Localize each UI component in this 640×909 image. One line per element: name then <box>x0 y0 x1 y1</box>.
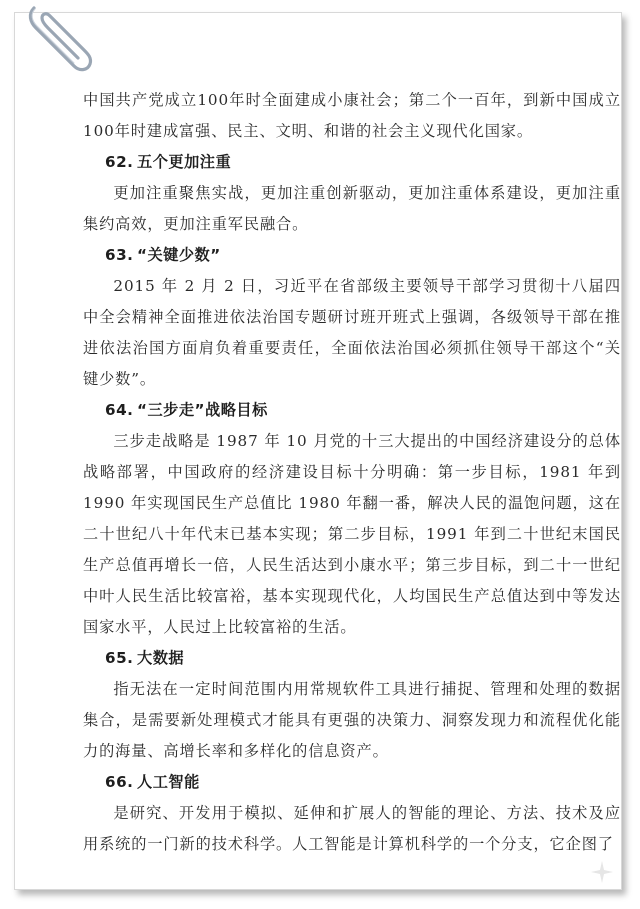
section-title: 大数据 <box>137 649 185 667</box>
body-paragraph: 指无法在一定时间范围内用常规软件工具进行捕捉、管理和处理的数据集合，是需要新处理模式才能具有更强的决策力、洞察发现力和流程优化能力的海量、高增长率和多样化的信息资产。 <box>83 680 621 760</box>
document-page <box>14 12 622 890</box>
section-title: “三步走”战略目标 <box>137 401 268 419</box>
section-title: 五个更加注重 <box>137 153 232 171</box>
section-number: 63. <box>105 246 134 264</box>
section-number: 66. <box>105 773 134 791</box>
section-heading <box>83 147 621 178</box>
paperclip-icon <box>20 0 100 80</box>
section-heading <box>83 643 621 674</box>
document-body <box>83 85 621 860</box>
body-paragraph: 2015 年 2 月 2 日，习近平在省部级主要领导干部学习贯彻十八届四中全会精神全面推进依法治国专题研讨班开班式上强调，各级领导干部在推进依法治国方面肩负着重要责任，全面依法治国必须抓住领导干部这个“关键少数”。 <box>83 277 621 388</box>
body-paragraph: 是研究、开发用于模拟、延伸和扩展人的智能的理论、方法、技术及应用系统的一门新的技术科学。人工智能是计算机科学的一个分支，它企图了 <box>83 804 621 853</box>
section-number: 64. <box>105 401 134 419</box>
section-number: 62. <box>105 153 134 171</box>
sparkle-icon <box>589 859 615 885</box>
section-heading <box>83 395 621 426</box>
body-paragraph: 中国共产党成立100年时全面建成小康社会；第二个一百年，到新中国成立100年时建成富强、民主、文明、和谐的社会主义现代化国家。 <box>83 91 621 140</box>
section-title: 人工智能 <box>137 773 200 791</box>
section-heading <box>83 240 621 271</box>
body-paragraph: 三步走战略是 1987 年 10 月党的十三大提出的中国经济建设分的总体战略部署，中国政府的经济建设目标十分明确：第一步目标，1981 年到 1990 年实现国民生产总值比 1980 年翻一番，解决人民的温饱问题，这在二十世纪八十年代末已基本实现；第二步目标，1991 年到二十世纪末国民生产总值再增长一倍，人民生活达到小康水平；第三步目标，到二十一世纪中叶人民生活比较富裕，基本实现现代化，人均国民生产总值达到中等发达国家水平，人民过上比较富裕的生活。 <box>83 432 621 636</box>
section-title: “关键少数” <box>137 246 221 264</box>
body-paragraph: 更加注重聚焦实战，更加注重创新驱动，更加注重体系建设，更加注重集约高效，更加注重军民融合。 <box>83 184 621 233</box>
section-heading <box>83 767 621 798</box>
section-number: 65. <box>105 649 134 667</box>
